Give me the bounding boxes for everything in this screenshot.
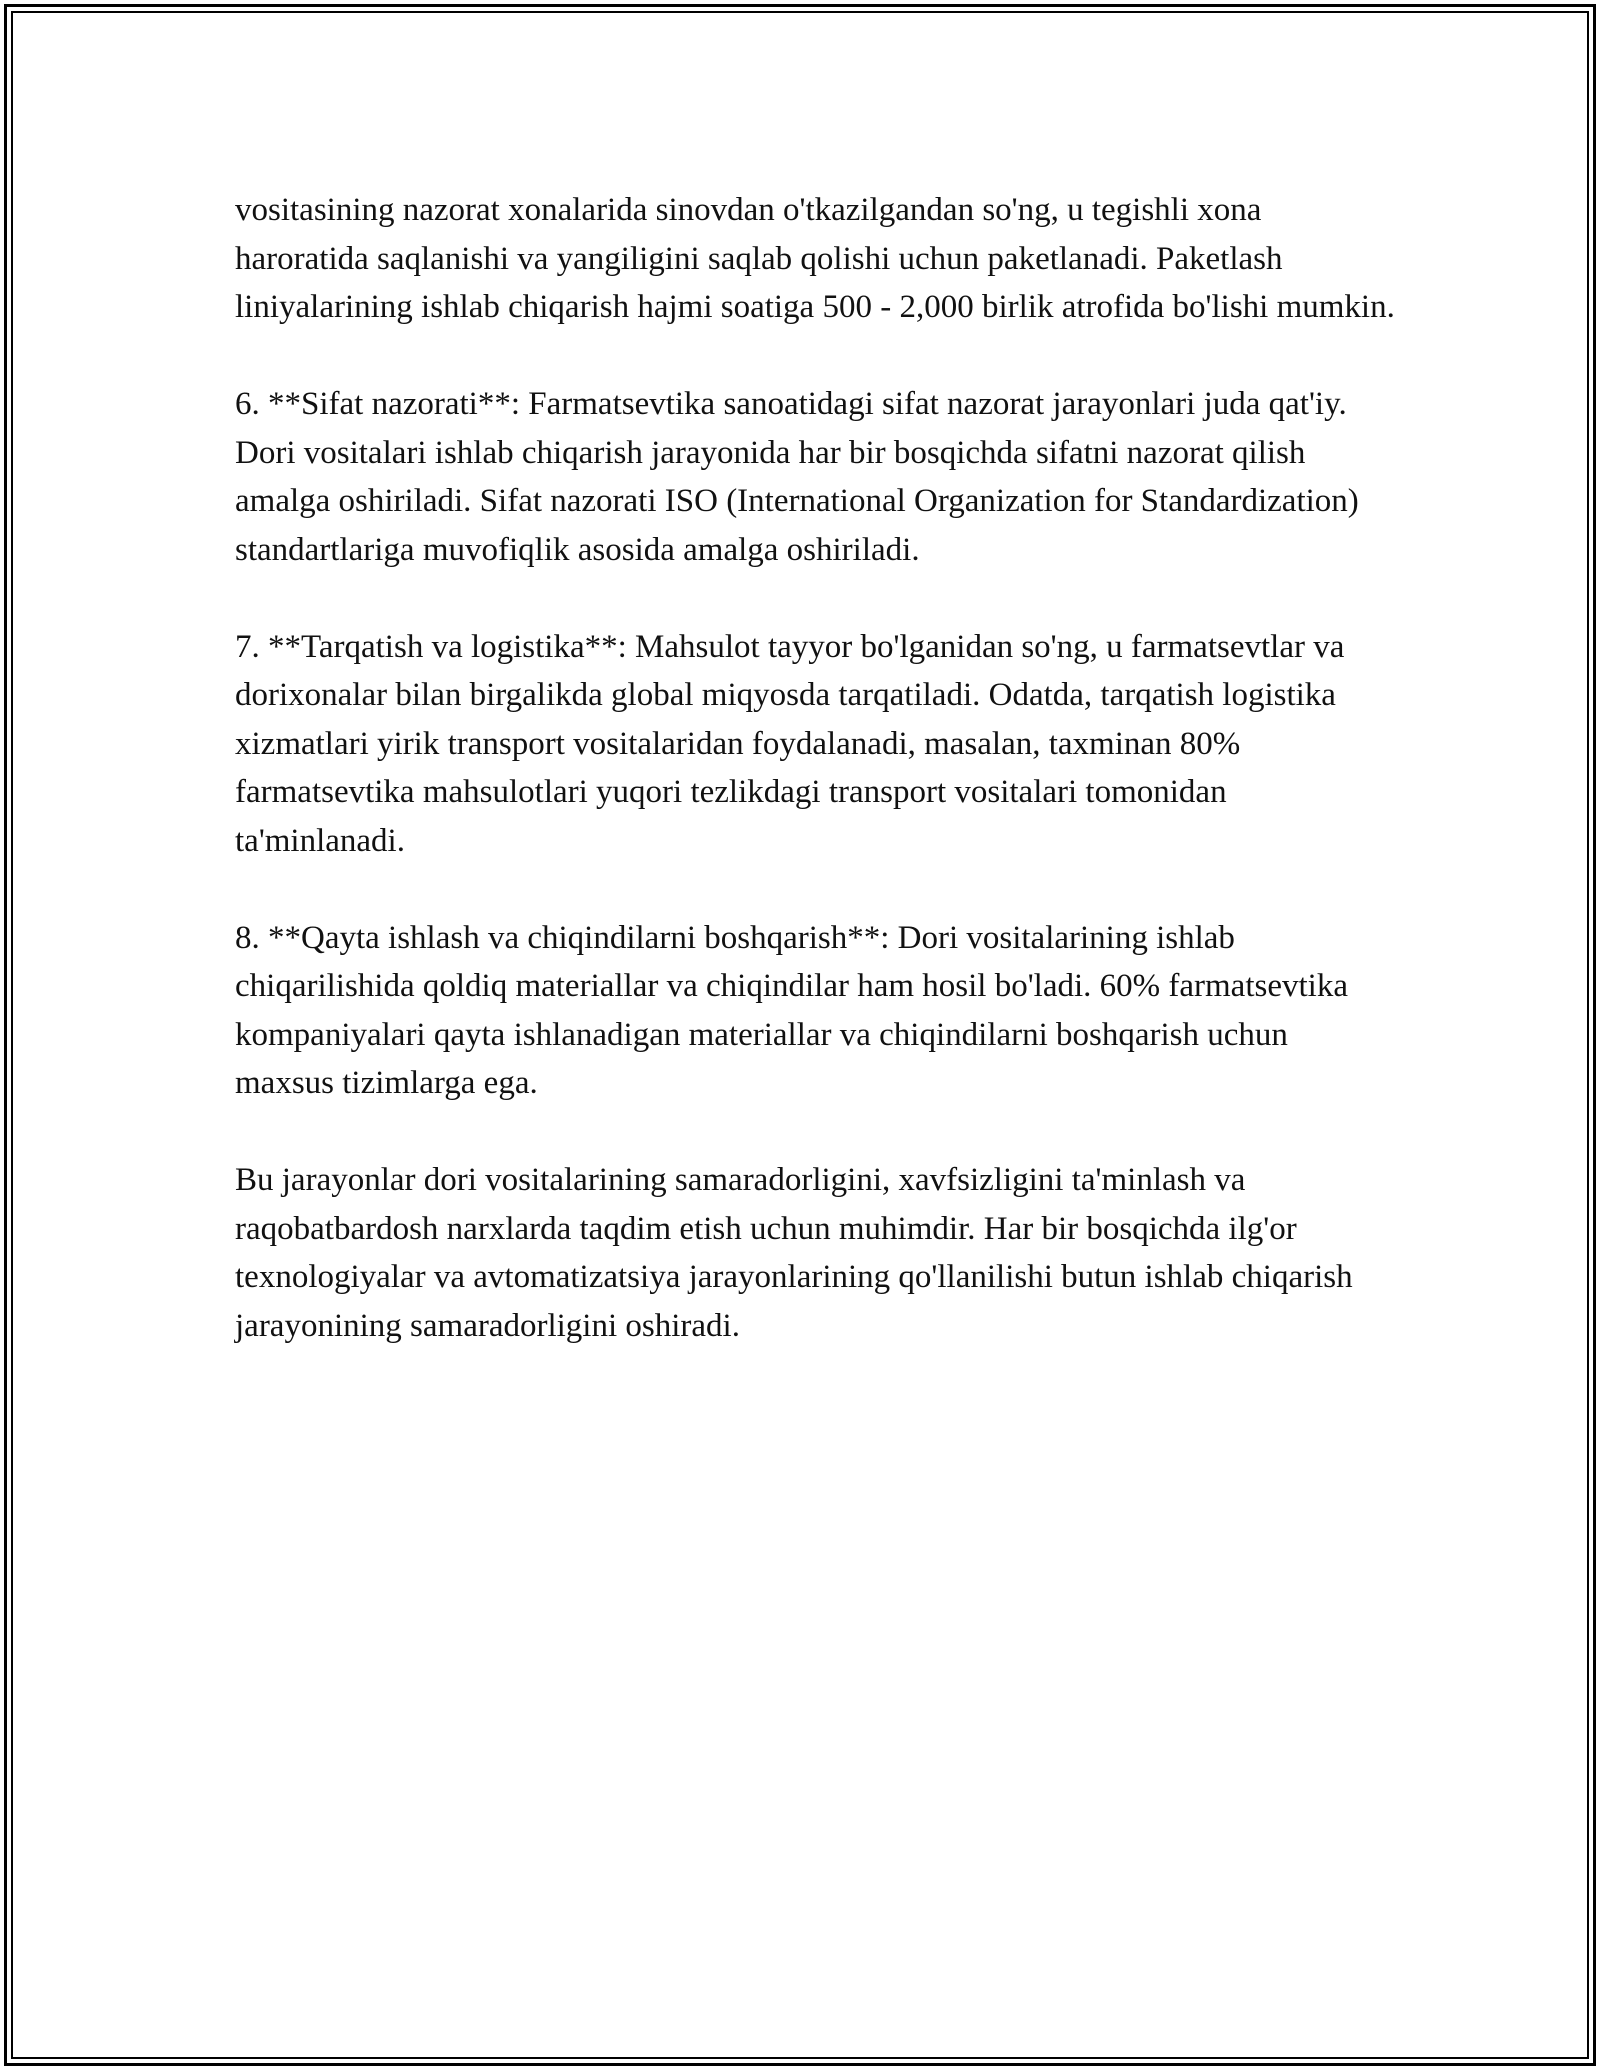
paragraph-waste-management: 8. **Qayta ishlash va chiqindilarni boshqarish**: Dori vositalarining ishlab chiqarilishida qoldiq materiallar va chiqindilar ham hosil bo'ladi. 60% farmatsevtika kompaniyalari qayta ishlanadigan materiallar va chiqindilarni boshqarish uchun maxsus tizimlarga ega. <box>235 919 1348 1101</box>
document-body <box>235 186 1395 1399</box>
paragraph-conclusion: Bu jarayonlar dori vositalarining samaradorligini, xavfsizligini ta'minlash va raqobatbardosh narxlarda taqdim etish uchun muhimdir. Har bir bosqichda ilg'or texnologiyalar va avtomatizatsiya jarayonlarining qo'llanilishi butun ishlab chiqarish jarayonining samaradorligini oshiradi. <box>235 1162 1353 1344</box>
paragraph-packaging: vositasining nazorat xonalarida sinovdan o'tkazilgandan so'ng, u tegishli xona haroratida saqlanishi va yangiligini saqlab qolishi uchun paketlanadi. Paketlash liniyalarining ishlab chiqarish hajmi soatiga 500 - 2,000 birlik atrofida bo'lishi mumkin. <box>235 192 1395 325</box>
paragraph-distribution-logistics: 7. **Tarqatish va logistika**: Mahsulot tayyor bo'lganidan so'ng, u farmatsevtlar va dorixonalar bilan birgalikda global miqyosda tarqatiladi. Odatda, tarqatish logistika xizmatlari yirik transport vositalaridan foydalanadi, masalan, taxminan 80% farmatsevtika mahsulotlari yuqori tezlikdagi transport vositalari tomonidan ta'minlanadi. <box>235 628 1345 859</box>
paragraph-quality-control: 6. **Sifat nazorati**: Farmatsevtika sanoatidagi sifat nazorat jarayonlari juda qat'iy. Dori vositalari ishlab chiqarish jarayonida har bir bosqichda sifatni nazorat qilish amalga oshiriladi. Sifat nazorati ISO (International Organization for Standardization) standartlariga muvofiqlik asosida amalga oshiriladi. <box>235 386 1359 568</box>
